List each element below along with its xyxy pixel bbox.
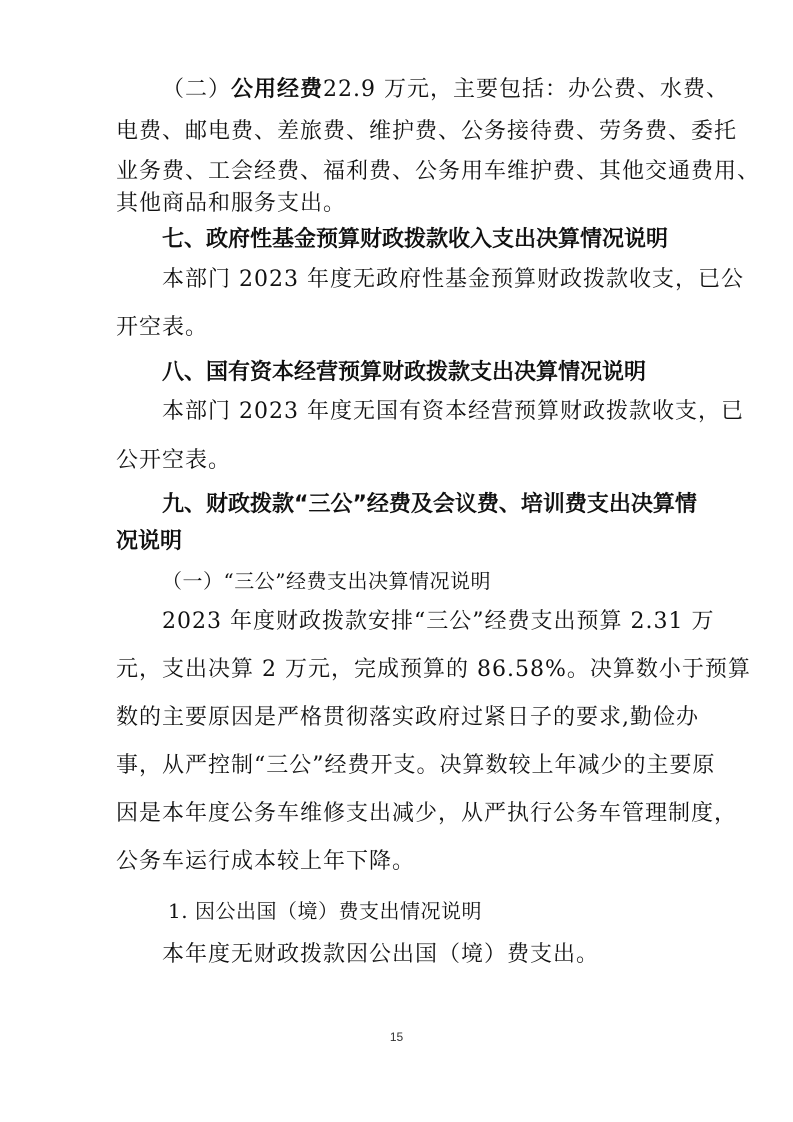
public-expense-label: 公用经费: [231, 77, 324, 102]
item-1-title: 1. 因公出国（境）费支出情况说明: [168, 899, 482, 923]
section-7-line-2: 开空表。: [116, 315, 209, 340]
section-8-line-1: 本部门 2023 年度无国有资本经营预算财政拨款收支，已: [162, 399, 744, 424]
section-9-heading-line-1: 九、财政拨款“三公”经费及会议费、培训费支出决算情: [162, 492, 697, 517]
section-9-para-line-5: 因是本年度公务车维修支出减少，从严执行公务车管理制度，: [116, 801, 738, 826]
section-9-heading-line-2: 况说明: [116, 529, 183, 554]
public-expense-prefix: （二）: [162, 77, 232, 102]
section-9-para-line-4: 事，从严控制“三公”经费开支。决算数较上年减少的主要原: [116, 753, 716, 778]
item-1-body: 本年度无财政拨款因公出国（境）费支出。: [162, 942, 600, 967]
public-expense-line-3: 业务费、工会经费、福利费、公务用车维护费、其他交通费用、: [116, 159, 761, 184]
public-expense-line-4: 其他商品和服务支出。: [116, 191, 347, 216]
section-9-subheading: （一）“三公”经费支出决算情况说明: [162, 569, 491, 593]
section-9-para-line-6: 公务车运行成本较上年下降。: [116, 849, 416, 874]
section-9-para-line-3: 数的主要原因是严格贯彻落实政府过紧日子的要求,勤俭办: [116, 705, 699, 730]
section-8-line-2: 公开空表。: [116, 448, 232, 473]
public-expense-line-1: [162, 75, 729, 105]
section-8-heading: 八、国有资本经营预算财政拨款支出决算情况说明: [162, 360, 647, 385]
section-9-para-line-1: 2023 年度财政拨款安排“三公”经费支出预算 2.31 万: [162, 609, 715, 634]
public-expense-line-2: 电费、邮电费、差旅费、维护费、公务接待费、劳务费、委托: [116, 119, 738, 144]
page-number: 15: [389, 1030, 404, 1044]
section-7-line-1: 本部门 2023 年度无政府性基金预算财政拨款收支，已公: [162, 267, 744, 292]
public-expense-line-1-rest: 22.9 万元，主要包括：办公费、水费、: [323, 77, 730, 102]
section-9-para-line-2: 元，支出决算 2 万元，完成预算的 86.58%。决算数小于预算: [116, 657, 751, 682]
section-7-heading: 七、政府性基金预算财政拨款收入支出决算情况说明: [162, 227, 669, 252]
